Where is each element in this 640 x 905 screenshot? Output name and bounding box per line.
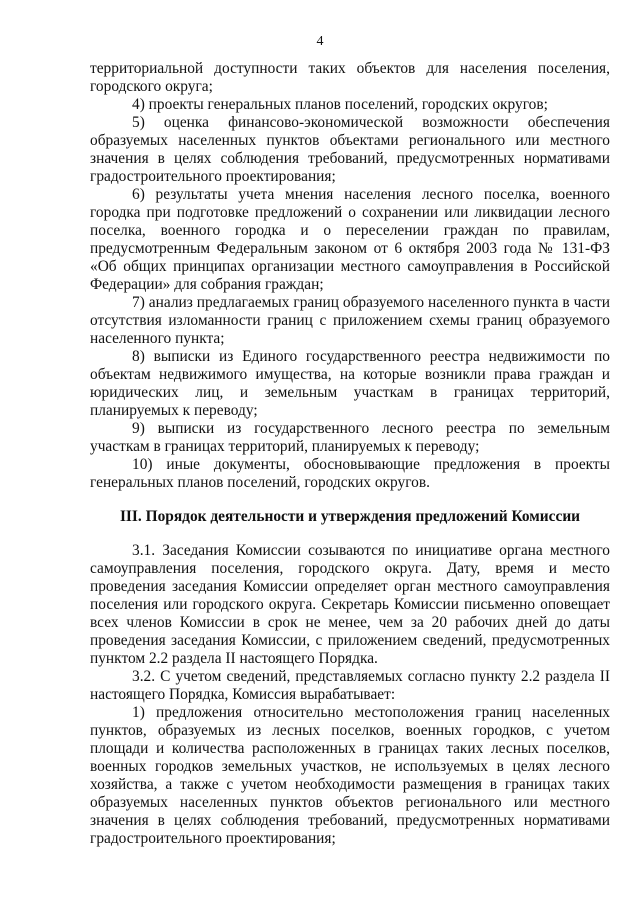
paragraph: 10) иные документы, обосновывающие предложения в проекты генеральных планов поселений, городских округов. [90,456,610,491]
paragraph: 8) выписки из Единого государственного реестра недвижимости по объектам недвижимого имущества, на которые возникли права граждан и юридических лиц, и земельным участкам в границах территорий, планируемых к переводу; [90,348,610,419]
paragraph: 4) проекты генеральных планов поселений, городских округов; [132,96,548,113]
page-number: 4 [316,34,324,49]
document-body [90,60,610,848]
paragraph: 1) предложения относительно местоположения границ населенных пунктов, образуемых из лесных поселков, военных городков, с учетом площади и количества расположенных в границах таких лесных поселков, военных городков земельных участков, не используемых в целях лесного хозяйства, а также с учетом необходимости размещения в границах таких образуемых населенных пунктов объектов регионального или местного значения в целях соблюдения требований, предусмотренных нормативами градостроительного проектирования; [90,704,610,847]
paragraph: 9) выписки из государственного лесного реестра по земельным участкам в границах территорий, планируемых к переводу; [90,420,610,455]
section-heading: III. Порядок деятельности и утверждения предложений Комиссии [119,508,581,525]
paragraph: территориальной доступности таких объектов для населения поселения, городского округа; [90,60,610,95]
paragraph: 5) оценка финансово-экономической возможности обеспечения образуемых населенных пунктов объектами регионального или местного значения в целях соблюдения требований, предусмотренных нормативами градостроительного проектирования; [90,114,610,185]
paragraph: 7) анализ предлагаемых границ образуемого населенного пункта в части отсутствия изломанности границ с приложением схемы границ образуемого населенного пункта; [90,294,610,347]
paragraph: 6) результаты учета мнения населения лесного поселка, военного городка при подготовке предложений о сохранении или ликвидации лесного поселка, военного городка и о переселении граждан по правилам, предусмотренным Федеральным законом от 6 октября 2003 года № 131-ФЗ «Об общих принципах организации местного самоуправления в Российской Федерации» для собрания граждан; [90,186,610,293]
paragraph: 3.1. Заседания Комиссии созываются по инициативе органа местного самоуправления поселения, городского округа. Дату, время и место проведения заседания Комиссии определяет орган местного самоуправления поселения или городского округа. Секретарь Комиссии письменно оповещает всех членов Комиссии в срок не менее, чем за 20 рабочих дней до даты проведения заседания Комиссии, с приложением сведений, предусмотренных пунктом 2.2 раздела II настоящего Порядка. [90,542,610,667]
paragraph: 3.2. С учетом сведений, представляемых согласно пункту 2.2 раздела II настоящего Порядка, Комиссия вырабатывает: [90,668,610,703]
